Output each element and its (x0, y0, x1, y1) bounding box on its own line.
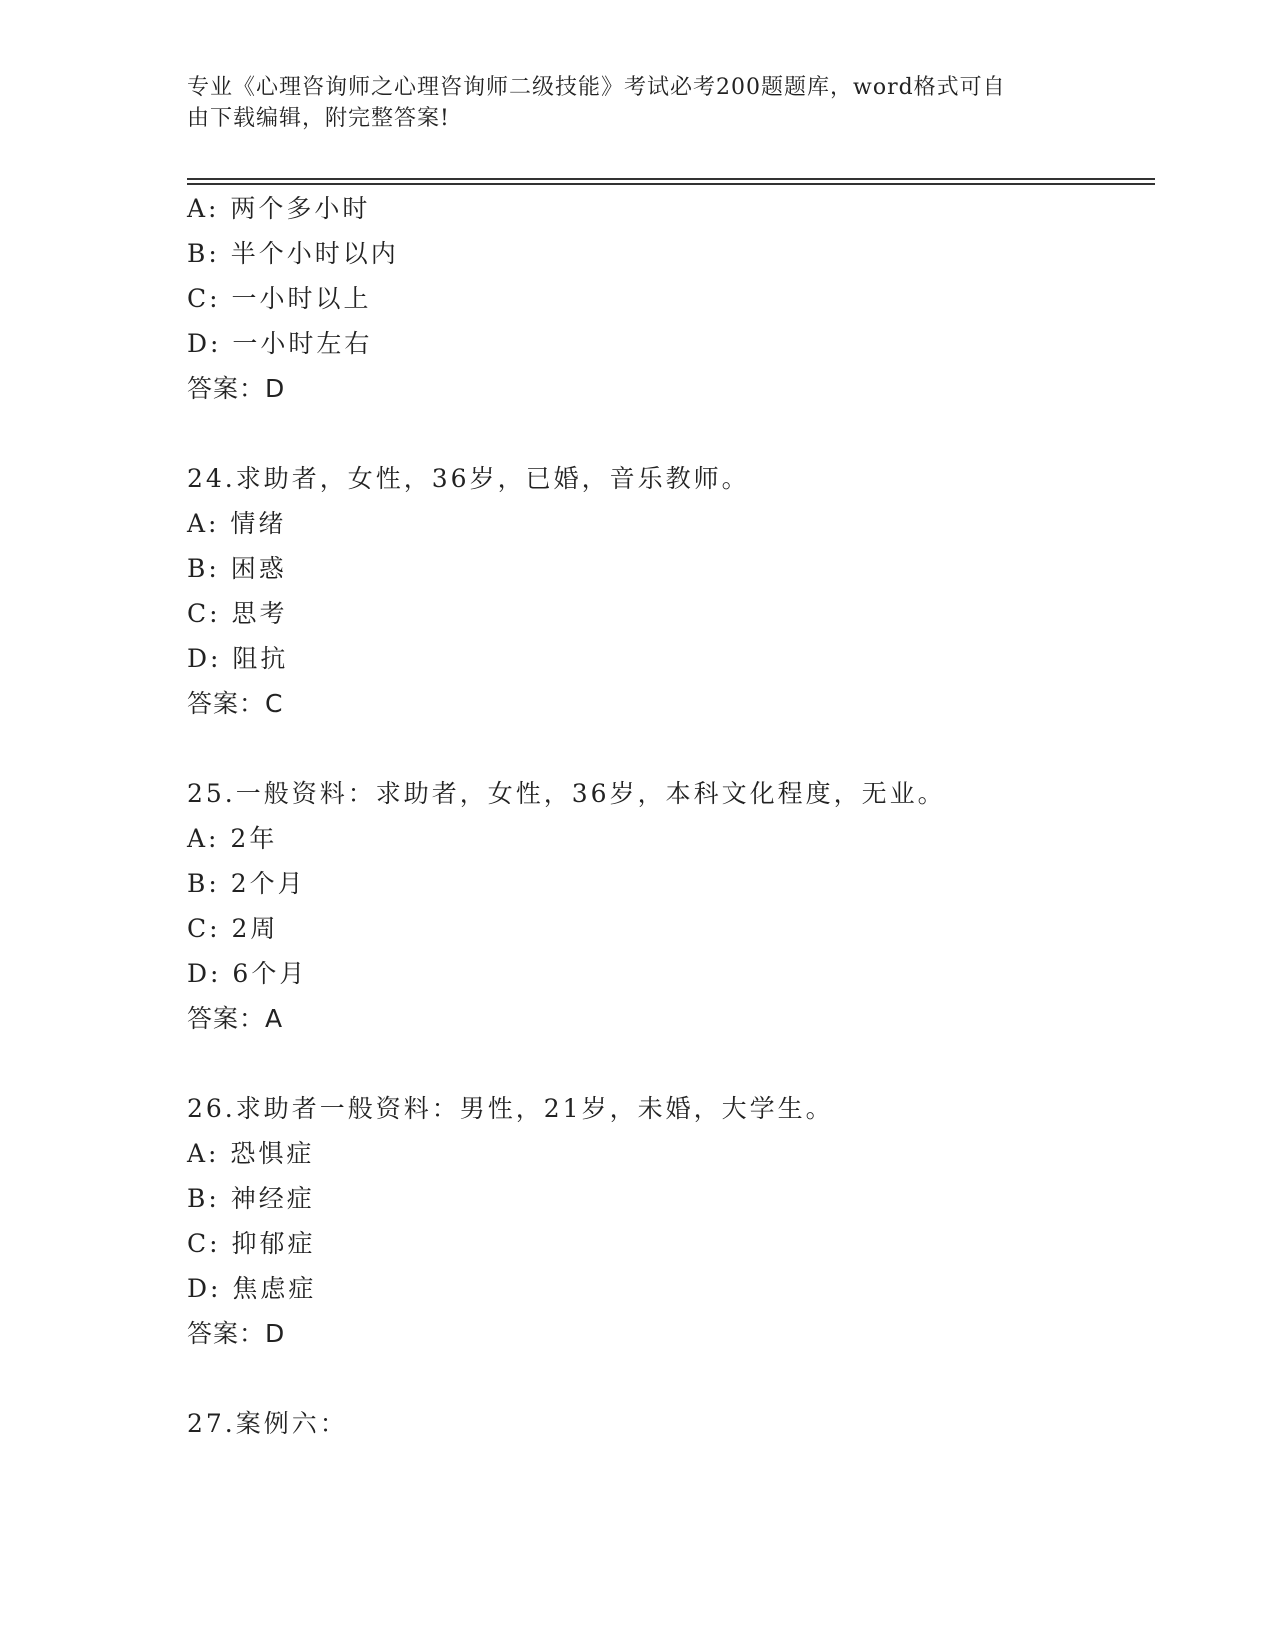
q26-question: 26.求助者一般资料：男性，21岁，未婚，大学生。 (187, 1094, 834, 1123)
header-line-1: 专业《心理咨询师之心理咨询师二级技能》考试必考200题题库，word格式可自 (187, 75, 1006, 100)
q25-answer: 答案：A (187, 1004, 284, 1033)
q23-option-a: A: 两个多小时 (187, 194, 371, 223)
q24-option-d: D: 阻抗 (187, 644, 289, 673)
q25-option-a: A: 2年 (187, 824, 278, 853)
q25-question: 25.一般资料：求助者，女性，36岁，本科文化程度，无业。 (187, 779, 946, 808)
q23-option-d: D: 一小时左右 (187, 329, 373, 358)
header-line-2: 由下载编辑，附完整答案! (187, 106, 450, 131)
q24-question: 24.求助者，女性，36岁，已婚，音乐教师。 (187, 464, 750, 493)
q24-option-c: C: 思考 (187, 599, 288, 628)
q26-option-d: D: 焦虑症 (187, 1274, 317, 1303)
q25-option-b: B: 2个月 (187, 869, 306, 898)
q27-question: 27.案例六： (187, 1409, 348, 1438)
document-header (187, 72, 1087, 134)
q23-answer: 答案：D (187, 374, 286, 403)
q23-option-b: B: 半个小时以内 (187, 239, 399, 268)
header-divider-bottom (187, 183, 1155, 185)
q24-option-b: B: 困惑 (187, 554, 287, 583)
q26-option-a: A: 恐惧症 (187, 1139, 315, 1168)
q24-answer: 答案：C (187, 689, 284, 718)
q25-option-c: C: 2周 (187, 914, 279, 943)
q25-option-d: D: 6个月 (187, 959, 308, 988)
q26-answer: 答案：D (187, 1319, 286, 1348)
q24-option-a: A: 情绪 (187, 509, 287, 538)
header-divider-top (187, 178, 1155, 180)
q23-option-c: C: 一小时以上 (187, 284, 372, 313)
q26-option-c: C: 抑郁症 (187, 1229, 316, 1258)
q26-option-b: B: 神经症 (187, 1184, 315, 1213)
